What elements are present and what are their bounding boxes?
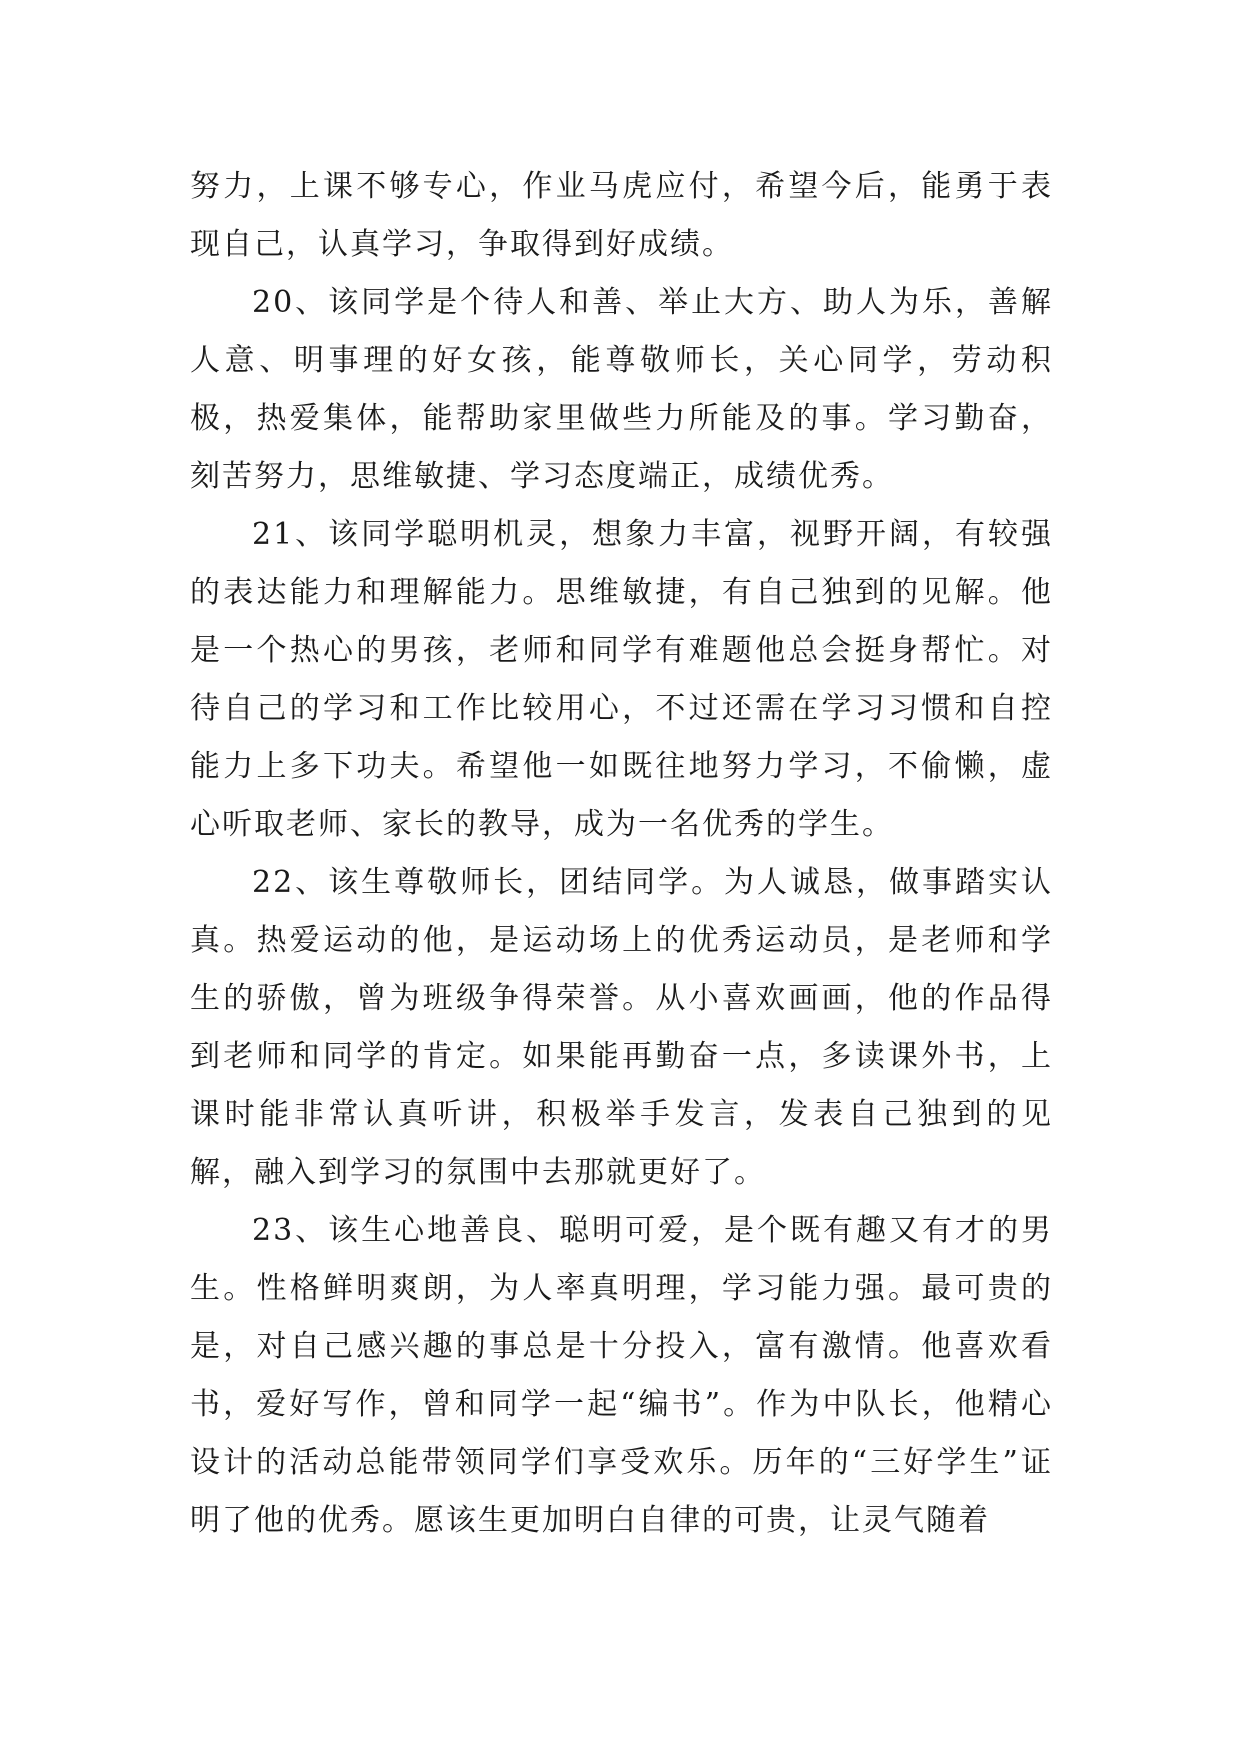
paragraph-22: 22、该生尊敬师长，团结同学。为人诚恳，做事踏实认真。热爱运动的他，是运动场上的优秀运动员，是老师和学生的骄傲，曾为班级争得荣誉。从小喜欢画画，他的作品得到老师和同学的肯定。如果能再勤奋一点，多读课外书，上课时能非常认真听讲，积极举手发言，发表自己独到的见解，融入到学习的氛围中去那就更好了。 <box>190 865 1053 1190</box>
paragraph-20: 20、该同学是个待人和善、举止大方、助人为乐，善解人意、明事理的好女孩，能尊敬师长，关心同学，劳动积极，热爱集体，能帮助家里做些力所能及的事。学习勤奋，刻苦努力，思维敏捷、学习态度端正，成绩优秀。 <box>190 285 1053 494</box>
document-body <box>190 158 1053 1550</box>
paragraph-23: 23、该生心地善良、聪明可爱，是个既有趣又有才的男生。性格鲜明爽朗，为人率真明理，学习能力强。最可贵的是，对自己感兴趣的事总是十分投入，富有激情。他喜欢看书，爱好写作，曾和同学一起“编书”。作为中队长，他精心设计的活动总能带领同学们享受欢乐。历年的“三好学生”证明了他的优秀。愿该生更加明白自律的可贵，让灵气随着 <box>190 1213 1053 1538</box>
paragraph-21: 21、该同学聪明机灵，想象力丰富，视野开阔，有较强的表达能力和理解能力。思维敏捷，有自己独到的见解。他是一个热心的男孩，老师和同学有难题他总会挺身帮忙。对待自己的学习和工作比较用心，不过还需在学习习惯和自控能力上多下功夫。希望他一如既往地努力学习，不偷懒，虚心听取老师、家长的教导，成为一名优秀的学生。 <box>190 517 1053 842</box>
paragraph-continuation: 努力，上课不够专心，作业马虎应付，希望今后，能勇于表现自己，认真学习，争取得到好成绩。 <box>190 169 1053 262</box>
